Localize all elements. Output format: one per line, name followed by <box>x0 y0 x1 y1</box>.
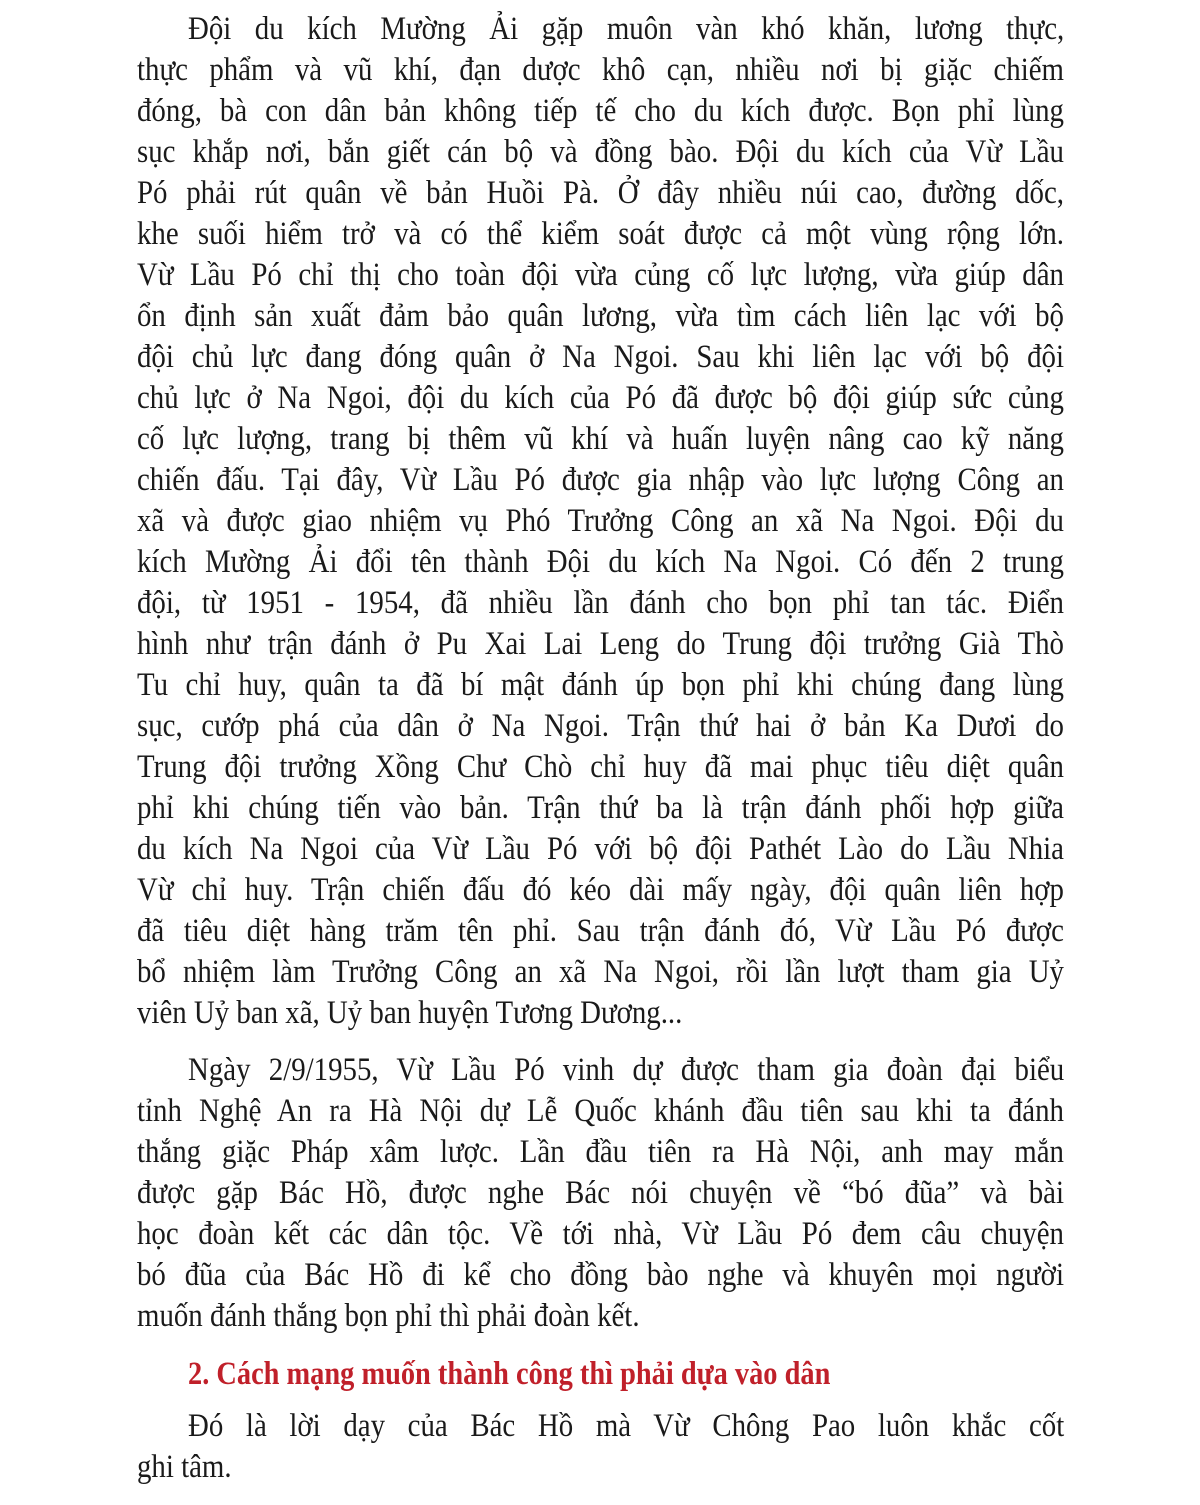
text-line: bổ nhiệm làm Trưởng Công an xã Na Ngoi, rồi lần lượt tham gia Uỷ <box>137 954 1064 990</box>
text-line: viên Uỷ ban xã, Uỷ ban huyện Tương Dương... <box>137 995 683 1031</box>
text-line: Tu chỉ huy, quân ta đã bí mật đánh úp bọn phỉ khi chúng đang lùng <box>137 667 1064 703</box>
text-line: phỉ khi chúng tiến vào bản. Trận thứ ba là trận đánh phối hợp giữa <box>137 790 1064 826</box>
text-line: tỉnh Nghệ An ra Hà Nội dự Lễ Quốc khánh đầu tiên sau khi ta đánh <box>137 1093 1064 1129</box>
text-line: đóng, bà con dân bản không tiếp tế cho du kích được. Bọn phỉ lùng <box>137 93 1064 129</box>
text-line: sục, cướp phá của dân ở Na Ngoi. Trận thứ hai ở bản Ka Dươi do <box>137 708 1064 744</box>
text-line: học đoàn kết các dân tộc. Về tới nhà, Vừ Lầu Pó đem câu chuyện <box>137 1216 1064 1252</box>
text-line: chiến đấu. Tại đây, Vừ Lầu Pó được gia nhập vào lực lượng Công an <box>137 462 1064 498</box>
text-line: khe suối hiểm trở và có thể kiểm soát được cả một vùng rộng lớn. <box>137 216 1064 252</box>
text-line: kích Mường Ải đổi tên thành Đội du kích Na Ngoi. Có đến 2 trung <box>137 544 1064 580</box>
text-line: Vừ chỉ huy. Trận chiến đấu đó kéo dài mấy ngày, đội quân liên hợp <box>137 872 1064 908</box>
text-line: Đội du kích Mường Ải gặp muôn vàn khó khăn, lương thực, <box>188 11 1065 47</box>
text-line: hình như trận đánh ở Pu Xai Lai Leng do Trung đội trưởng Già Thò <box>137 626 1064 662</box>
text-line: xã và được giao nhiệm vụ Phó Trưởng Công an xã Na Ngoi. Đội du <box>137 503 1064 539</box>
text-line: thắng giặc Pháp xâm lược. Lần đầu tiên ra Hà Nội, anh may mắn <box>137 1134 1064 1170</box>
text-line: Trung đội trưởng Xồng Chư Chò chỉ huy đã mai phục tiêu diệt quân <box>137 749 1064 785</box>
text-line: Đó là lời dạy của Bác Hồ mà Vừ Chông Pao luôn khắc cốt <box>188 1408 1065 1444</box>
text-line: đội, từ 1951 - 1954, đã nhiều lần đánh cho bọn phỉ tan tác. Điển <box>137 585 1064 621</box>
text-line: Ngày 2/9/1955, Vừ Lầu Pó vinh dự được tham gia đoàn đại biểu <box>188 1052 1065 1088</box>
text-line: ghi tâm. <box>137 1449 232 1485</box>
text-line: đã tiêu diệt hàng trăm tên phỉ. Sau trận đánh đó, Vừ Lầu Pó được <box>137 913 1064 949</box>
text-line: ổn định sản xuất đảm bảo quân lương, vừa tìm cách liên lạc với bộ <box>137 298 1064 334</box>
text-line: Pó phải rút quân về bản Huồi Pà. Ở đây nhiều núi cao, đường dốc, <box>137 175 1064 211</box>
section-heading: 2. Cách mạng muốn thành công thì phải dựa vào dân <box>188 1356 831 1392</box>
text-line: thực phẩm và vũ khí, đạn dược khô cạn, nhiều nơi bị giặc chiếm <box>137 52 1064 88</box>
text-line: cố lực lượng, trang bị thêm vũ khí và huấn luyện nâng cao kỹ năng <box>137 421 1064 457</box>
text-line: bó đũa của Bác Hồ đi kể cho đồng bào nghe và khuyên mọi người <box>137 1257 1064 1293</box>
text-line: Vừ Lầu Pó chỉ thị cho toàn đội vừa củng cố lực lượng, vừa giúp dân <box>137 257 1064 293</box>
text-line: đội chủ lực đang đóng quân ở Na Ngoi. Sau khi liên lạc với bộ đội <box>137 339 1064 375</box>
text-line: được gặp Bác Hồ, được nghe Bác nói chuyện về “bó đũa” và bài <box>137 1175 1064 1211</box>
text-line: muốn đánh thắng bọn phỉ thì phải đoàn kết. <box>137 1298 640 1334</box>
text-line: du kích Na Ngoi của Vừ Lầu Pó với bộ đội Pathét Lào do Lầu Nhia <box>137 831 1064 867</box>
text-line: sục khắp nơi, bắn giết cán bộ và đồng bào. Đội du kích của Vừ Lầu <box>137 134 1064 170</box>
text-line: chủ lực ở Na Ngoi, đội du kích của Pó đã được bộ đội giúp sức củng <box>137 380 1064 416</box>
